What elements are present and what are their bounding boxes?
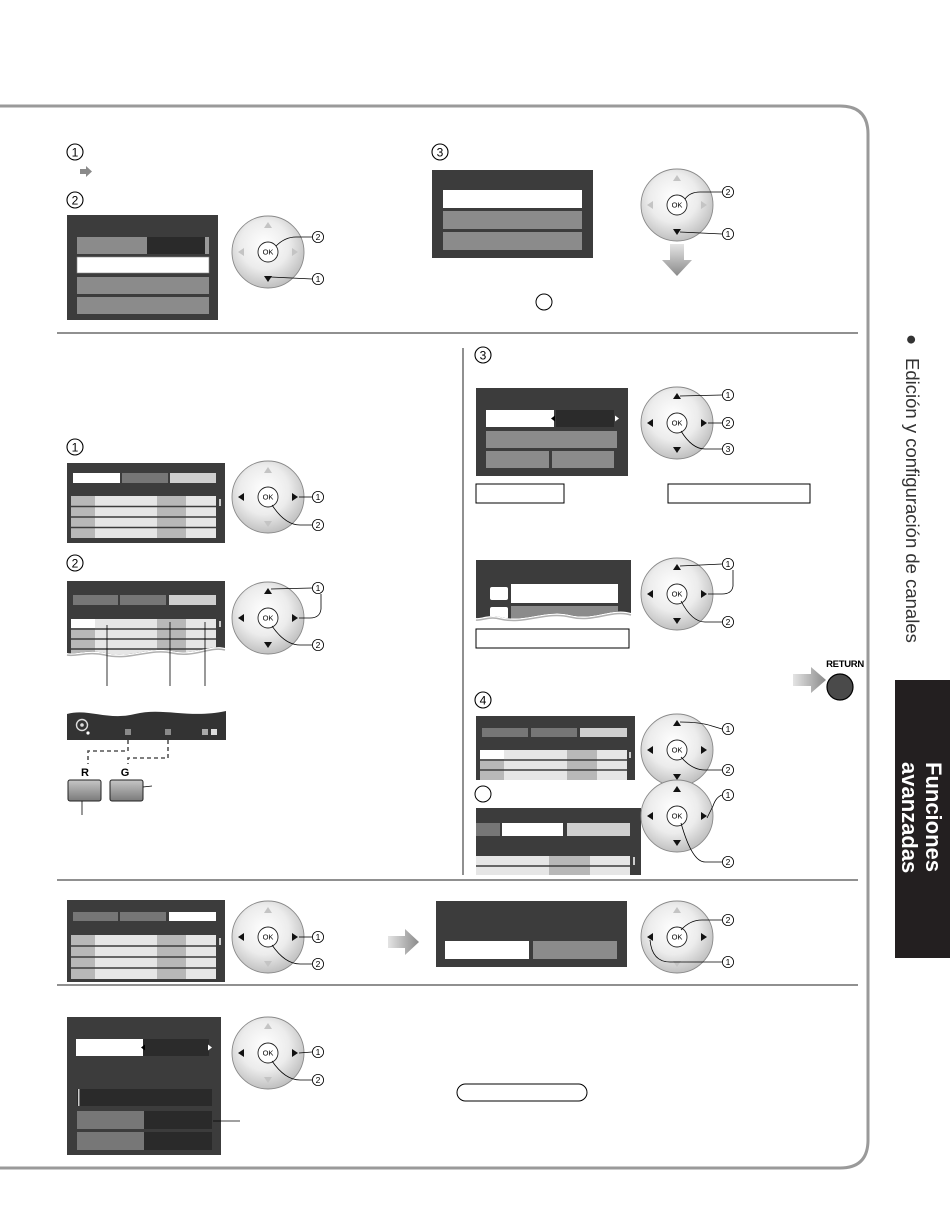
scrollbar: [633, 857, 635, 865]
svg-text:3: 3: [479, 348, 487, 363]
sidebar-tab-title-line2: avanzadas: [897, 762, 922, 874]
scrollbar: [219, 938, 221, 945]
svg-text:3: 3: [725, 444, 731, 455]
callout-marker: [722, 443, 733, 454]
dashed-connector: [128, 740, 168, 764]
svg-text:1: 1: [315, 1047, 321, 1058]
blank-box: [476, 629, 629, 648]
svg-text:1: 1: [725, 229, 731, 240]
ok-controller: [641, 387, 713, 459]
tab-active: [169, 595, 216, 605]
svg-text:1: 1: [725, 957, 731, 968]
callout-marker: [722, 389, 733, 400]
red-button: [68, 780, 101, 801]
menu-row: [77, 1089, 212, 1106]
sidebar-bullet: ●: [902, 334, 923, 346]
tab: [120, 595, 166, 605]
menu-row-selected: [443, 190, 582, 208]
field-label: [76, 1039, 143, 1056]
svg-text:2: 2: [71, 556, 79, 571]
sidebar-tab-title-line1: Funciones: [921, 762, 946, 873]
tab: [73, 912, 118, 921]
svg-text:1: 1: [315, 583, 321, 594]
step-marker: [432, 144, 448, 160]
callout-marker: [722, 723, 733, 734]
confirm-dialog: [436, 901, 627, 967]
tab: [482, 728, 528, 737]
dashed-connector: [88, 740, 128, 764]
callout-marker: [312, 639, 323, 650]
channel-list-screen: [476, 716, 635, 780]
menu-row-value: [147, 237, 205, 254]
step-marker: [475, 692, 491, 708]
ok-controller: [232, 461, 304, 533]
scrollbar: [629, 752, 631, 758]
green-key-indicator: [165, 729, 171, 735]
callout-marker: [722, 417, 733, 428]
settings-screen: [67, 1017, 221, 1155]
svg-text:2: 2: [725, 187, 731, 198]
field-label: [486, 410, 554, 427]
tab-active: [73, 473, 120, 483]
ok-controller: [232, 582, 304, 654]
svg-text:1: 1: [315, 492, 321, 503]
callout-marker: [312, 582, 323, 593]
step-marker: [67, 439, 83, 455]
callout-marker: [722, 789, 733, 800]
ok-controller: [232, 901, 304, 973]
sidebar-section-title: Edición y configuración de canales: [902, 358, 923, 643]
svg-text:2: 2: [315, 640, 321, 651]
arrow-down-icon: [662, 244, 692, 276]
menu-row: [77, 1111, 144, 1129]
svg-text:1: 1: [315, 274, 321, 285]
step-marker: [67, 192, 83, 208]
ok-controller: [232, 216, 304, 288]
callout-marker: [722, 956, 733, 967]
callout-line: [143, 786, 152, 787]
field-value: [143, 1039, 209, 1056]
tab: [122, 473, 168, 483]
red-button-label: R: [81, 767, 89, 779]
menu-row: [443, 232, 582, 250]
callout-marker: [312, 931, 323, 942]
ok-label: OK: [262, 1048, 274, 1058]
blank-pill: [457, 1084, 587, 1101]
svg-text:2: 2: [725, 765, 731, 776]
tab: [531, 728, 577, 737]
callout-marker: [312, 273, 323, 284]
ok-controller: [641, 714, 713, 786]
ok-label: OK: [671, 811, 683, 821]
ok-controller: [641, 169, 713, 241]
svg-text:2: 2: [315, 520, 321, 531]
step-marker: [67, 144, 83, 160]
tab: [73, 595, 118, 605]
selected-cell: [480, 750, 504, 759]
menu-row: [77, 237, 147, 254]
svg-text:4: 4: [479, 693, 487, 708]
channel-list-screen: [476, 808, 641, 875]
svg-text:2: 2: [725, 418, 731, 429]
green-button: [110, 780, 143, 801]
ok-label: OK: [262, 932, 274, 942]
channel-list-screen: [67, 463, 225, 543]
arrow-right-icon: [793, 667, 826, 693]
edit-screen: [476, 388, 628, 476]
arrow-right-icon: [388, 929, 419, 955]
dialog-button: [445, 941, 529, 959]
blank-box: [668, 484, 810, 503]
dialog-button: [533, 941, 617, 959]
callout-marker: [312, 1074, 323, 1085]
svg-text:1: 1: [725, 390, 731, 401]
menu-row: [77, 297, 209, 314]
ok-label: OK: [671, 589, 683, 599]
svg-text:2: 2: [725, 617, 731, 628]
svg-text:3: 3: [436, 145, 444, 160]
input-field: [511, 584, 618, 603]
tab: [170, 473, 216, 483]
tab-active: [580, 728, 627, 737]
menu-row-selected: [77, 257, 209, 273]
callout-marker: [722, 558, 733, 569]
svg-text:1: 1: [725, 724, 731, 735]
svg-text:1: 1: [725, 559, 731, 570]
info-bar: [67, 711, 226, 740]
ok-label: OK: [671, 932, 683, 942]
step-marker: [475, 347, 491, 363]
callout-marker: [722, 228, 733, 239]
tab: [476, 823, 500, 836]
ok-label: OK: [262, 492, 274, 502]
svg-text:2: 2: [315, 959, 321, 970]
green-button-label: G: [120, 767, 130, 779]
return-label: RETURN: [826, 659, 864, 670]
menu-screen: [432, 170, 593, 258]
menu-row: [77, 277, 209, 294]
blank-box: [476, 484, 564, 503]
channel-list-screen: [67, 581, 225, 661]
svg-text:2: 2: [315, 232, 321, 243]
ok-label: OK: [262, 613, 274, 623]
scrollbar: [219, 499, 221, 506]
tab: [567, 823, 630, 836]
callout-marker: [722, 914, 733, 925]
ok-label: OK: [262, 247, 274, 257]
svg-text:2: 2: [315, 1075, 321, 1086]
menu-button: [486, 451, 549, 468]
scrollbar: [219, 621, 221, 627]
callout-marker: [312, 958, 323, 969]
svg-text:2: 2: [725, 857, 731, 868]
step-marker: [67, 555, 83, 571]
ok-controller: [641, 558, 713, 630]
menu-row: [486, 431, 617, 448]
ok-label: OK: [671, 200, 683, 210]
callout-marker: [312, 519, 323, 530]
blank-marker: [475, 786, 491, 802]
tab-active: [502, 823, 563, 836]
svg-text:2: 2: [725, 915, 731, 926]
return-button: [827, 674, 853, 700]
ok-controller: [232, 1017, 304, 1089]
svg-text:1: 1: [725, 790, 731, 801]
callout-marker: [722, 856, 733, 867]
ok-label: OK: [671, 745, 683, 755]
menu-screen: [67, 215, 218, 320]
red-key-indicator: [125, 729, 131, 735]
tab-active: [169, 912, 216, 921]
callout-marker: [312, 491, 323, 502]
field-value: [556, 410, 614, 427]
svg-text:1: 1: [71, 145, 79, 160]
menu-row: [443, 211, 582, 229]
channel-list-screen: [67, 900, 225, 982]
callout-marker: [722, 764, 733, 775]
ok-controller: [641, 780, 713, 852]
callout-marker: [312, 1046, 323, 1057]
arrow-right-icon: [80, 166, 92, 177]
selected-cell: [71, 619, 95, 628]
svg-text:1: 1: [315, 932, 321, 943]
menu-row: [77, 1132, 144, 1150]
ok-label: OK: [671, 418, 683, 428]
blank-marker: [536, 294, 552, 310]
menu-button: [552, 451, 614, 468]
svg-text:2: 2: [71, 193, 79, 208]
svg-text:1: 1: [71, 440, 79, 455]
callout-marker: [312, 231, 323, 242]
callout-marker: [722, 616, 733, 627]
callout-marker: [722, 186, 733, 197]
tab: [120, 912, 166, 921]
